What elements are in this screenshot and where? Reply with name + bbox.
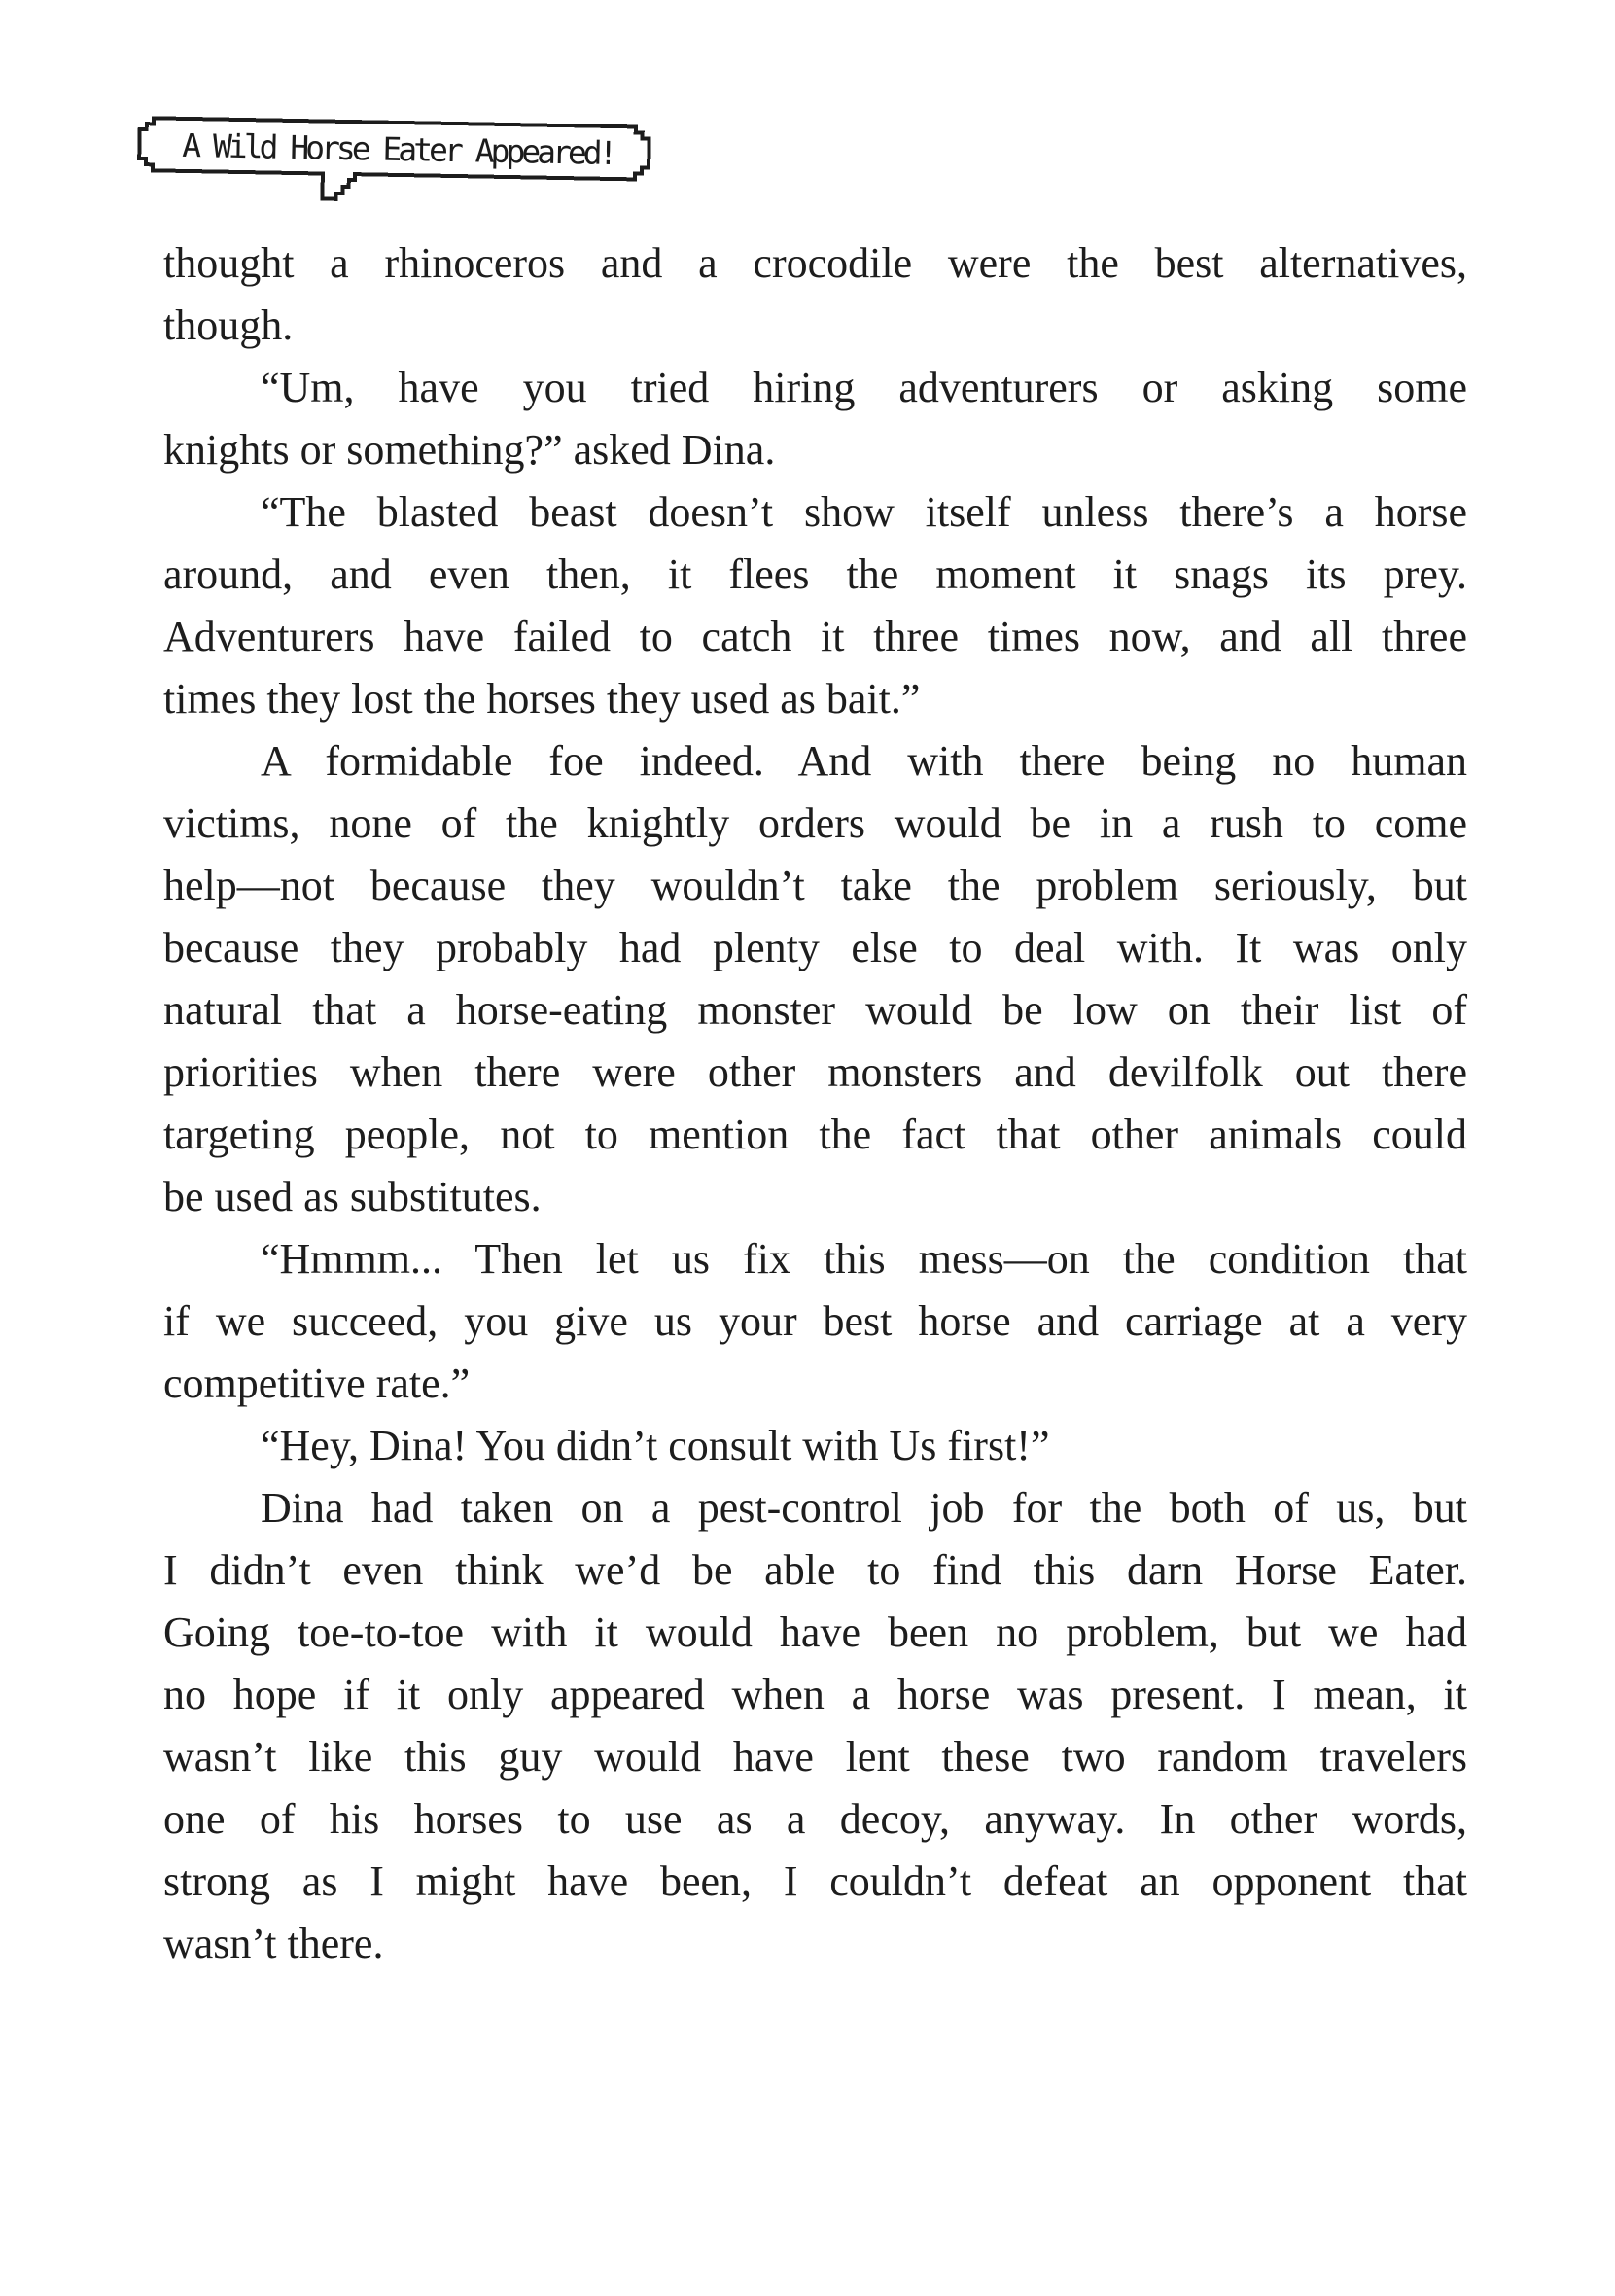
- text-line: I didn’t even think we’d be able to find this darn Horse Eater.: [163, 1546, 1467, 1594]
- chapter-banner: [134, 115, 666, 227]
- text-line: help—not because they wouldn’t take the problem seriously, but: [163, 862, 1467, 909]
- banner-title: A Wild Horse Eater Appeared!: [181, 125, 614, 173]
- text-line: priorities when there were other monsters and devilfolk out there: [163, 1048, 1467, 1096]
- text-line: Dina had taken on a pest-control job for the both of us, but: [261, 1484, 1467, 1532]
- text-line: Going toe-to-toe with it would have been no problem, but we had: [163, 1608, 1467, 1656]
- text-line: targeting people, not to mention the fact that other animals could: [163, 1111, 1467, 1158]
- text-line: natural that a horse-eating monster would be low on their list of: [163, 986, 1467, 1034]
- text-line: “The blasted beast doesn’t show itself unless there’s a horse: [261, 488, 1467, 536]
- text-line: no hope if it only appeared when a horse was present. I mean, it: [163, 1671, 1467, 1718]
- text-line: around, and even then, it flees the moment it snags its prey.: [163, 550, 1467, 598]
- text-line: “Um, have you tried hiring adventurers or asking some: [261, 364, 1467, 411]
- text-line: victims, none of the knightly orders would be in a rush to come: [163, 799, 1467, 847]
- text-line: if we succeed, you give us your best horse and carriage at a very: [163, 1297, 1467, 1345]
- text-line: “Hey, Dina! You didn’t consult with Us first!”: [261, 1422, 1050, 1469]
- text-line: wasn’t there.: [163, 1920, 384, 1967]
- text-line: be used as substitutes.: [163, 1173, 542, 1220]
- text-line: “Hmmm... Then let us fix this mess—on the condition that: [261, 1235, 1467, 1283]
- text-line: wasn’t like this guy would have lent these two random travelers: [163, 1733, 1467, 1781]
- text-line: because they probably had plenty else to deal with. It was only: [163, 924, 1467, 971]
- text-line: A formidable foe indeed. And with there being no human: [261, 737, 1467, 785]
- body-text: [163, 232, 1467, 1975]
- text-line: competitive rate.”: [163, 1360, 471, 1407]
- text-line: Adventurers have failed to catch it three times now, and all three: [163, 613, 1467, 660]
- text-line: thought a rhinoceros and a crocodile were the best alternatives,: [163, 239, 1467, 287]
- text-line: though.: [163, 301, 294, 349]
- text-line: strong as I might have been, I couldn’t defeat an opponent that: [163, 1857, 1467, 1905]
- text-line: times they lost the horses they used as bait.”: [163, 675, 921, 723]
- speech-bubble: [134, 115, 666, 227]
- text-line: knights or something?” asked Dina.: [163, 426, 776, 474]
- text-line: one of his horses to use as a decoy, anyway. In other words,: [163, 1795, 1467, 1843]
